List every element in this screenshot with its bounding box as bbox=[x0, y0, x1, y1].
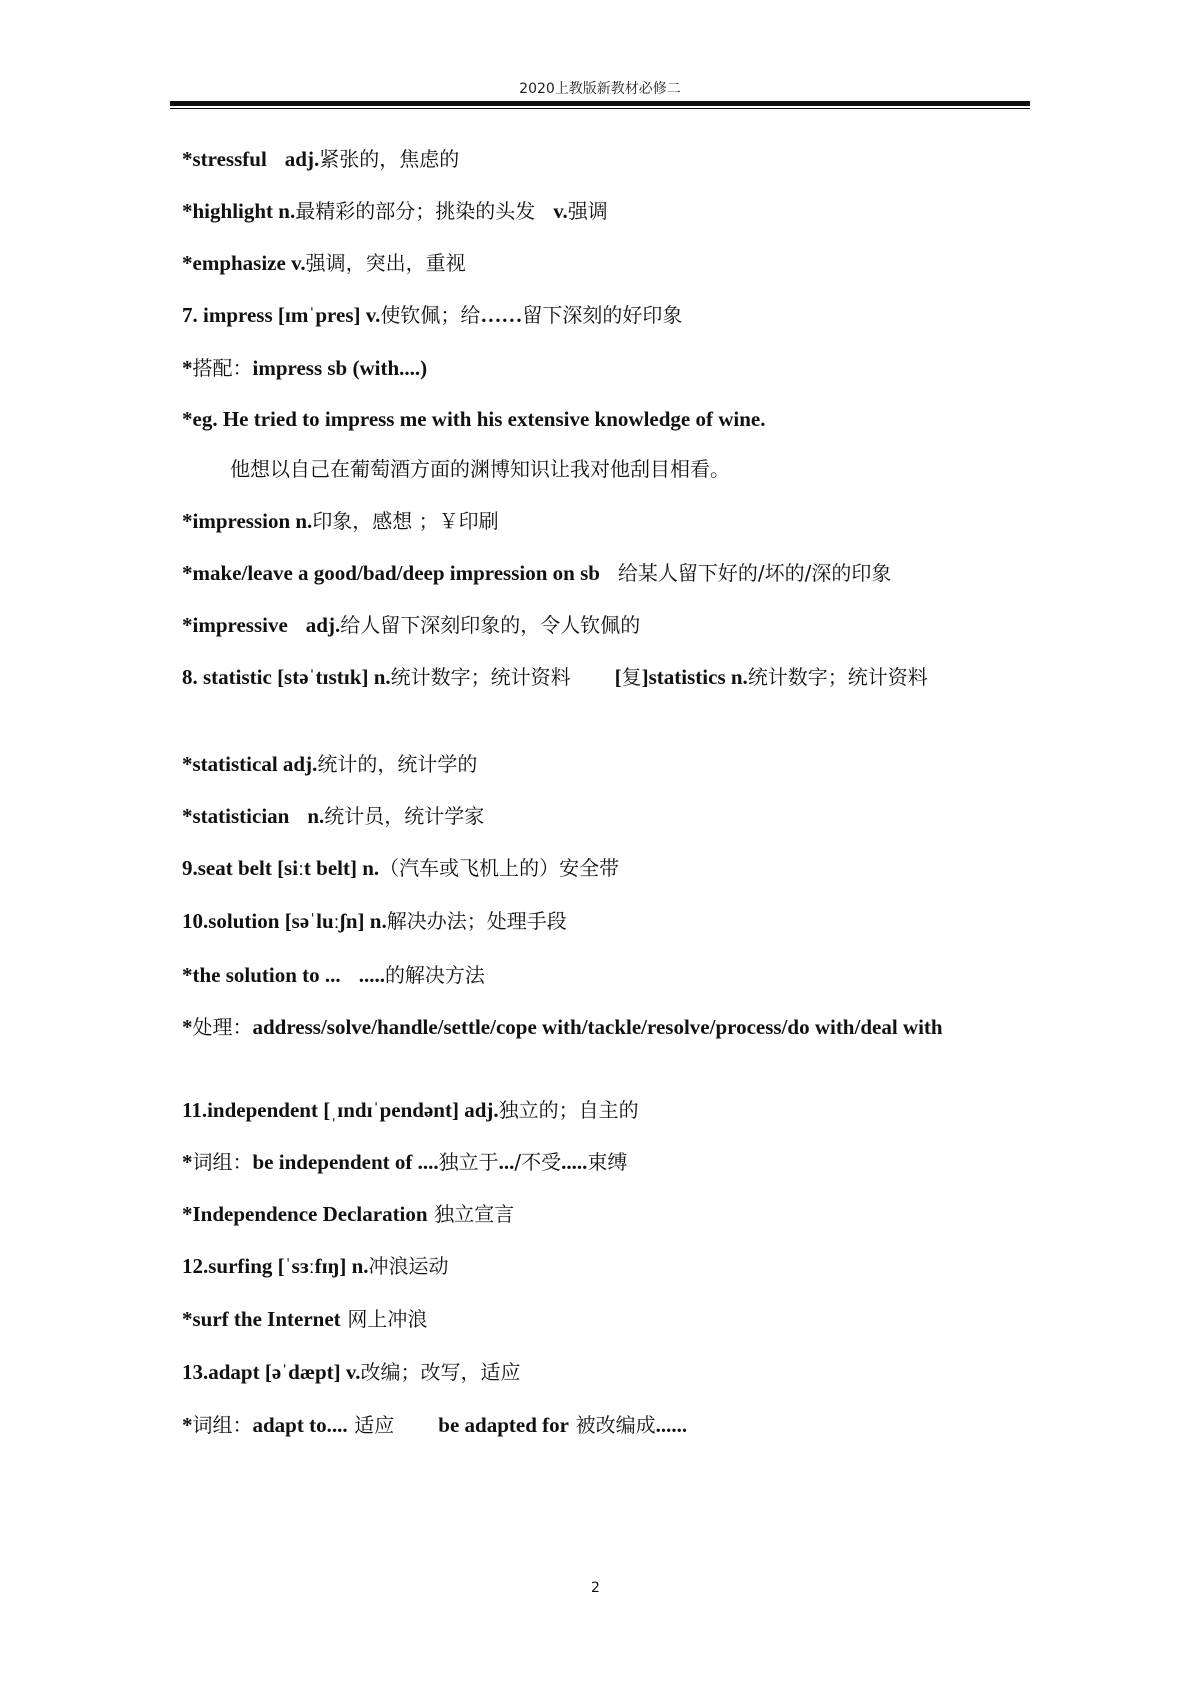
meaning: 留下深刻的好印象 bbox=[522, 303, 683, 327]
entry-surfing bbox=[182, 1248, 1017, 1284]
meaning: 使钦佩；给 bbox=[380, 303, 481, 327]
label: 词组： bbox=[192, 1150, 253, 1174]
label: 搭配： bbox=[192, 356, 253, 380]
entry-handle-synonyms bbox=[182, 1009, 1017, 1045]
entry-emphasize bbox=[182, 245, 1017, 281]
entry-adapt bbox=[182, 1354, 1017, 1390]
entry-collocation bbox=[182, 350, 1017, 386]
meaning: 冲浪运动 bbox=[368, 1254, 449, 1278]
meaning: 的解决方法 bbox=[384, 963, 485, 987]
header-rule-thin bbox=[170, 108, 1030, 109]
plural-label: 复 bbox=[621, 665, 642, 689]
meaning: （汽车或飞机上的）安全带 bbox=[379, 856, 620, 880]
phrase: be adapted for bbox=[438, 1413, 569, 1437]
pos: v. bbox=[553, 199, 568, 223]
ellipsis: ..... bbox=[358, 963, 385, 987]
synonym-list: address/solve/handle/settle/cope with/tackle/resolve/process/do with/deal with bbox=[252, 1015, 943, 1039]
pos: adj. bbox=[305, 613, 341, 637]
ellipsis: …… bbox=[480, 303, 523, 327]
pos: n. bbox=[307, 804, 325, 828]
term: 12.surfing [ˈsɜːfɪŋ] n. bbox=[182, 1254, 369, 1278]
header-rule-thick bbox=[170, 101, 1030, 106]
term: 8. statistic [stəˈtɪstɪk] n. bbox=[182, 665, 391, 689]
term: 7. impress [ɪmˈpres] v. bbox=[182, 303, 381, 327]
term: *impressive bbox=[182, 613, 288, 637]
meaning: 被改编成 bbox=[575, 1413, 656, 1437]
meaning: 强调，突出，重视 bbox=[305, 251, 466, 275]
meaning: 网上冲浪 bbox=[347, 1307, 428, 1331]
meaning: 独立于 bbox=[438, 1150, 499, 1174]
term: *stressful bbox=[182, 147, 267, 171]
translation: 他想以自己在葡萄酒方面的渊博知识让我对他刮目相看。 bbox=[230, 457, 730, 481]
phrase: *the solution to ... bbox=[182, 963, 341, 987]
meaning: 改编；改写，适应 bbox=[360, 1360, 521, 1384]
ellipsis: ..... bbox=[561, 1150, 588, 1174]
meaning: 统计的，统计学的 bbox=[317, 752, 478, 776]
meaning: 统计员，统计学家 bbox=[324, 804, 485, 828]
page-number: 2 bbox=[591, 1580, 600, 1596]
entry-highlight bbox=[182, 193, 1017, 229]
meaning: 束缚 bbox=[587, 1150, 628, 1174]
entry-seat-belt bbox=[182, 850, 1017, 886]
phrase: be independent of .... bbox=[252, 1150, 439, 1174]
bullet: * bbox=[182, 356, 193, 380]
entry-adapt-phrases bbox=[182, 1407, 1017, 1443]
entry-independence-declaration bbox=[182, 1196, 1017, 1232]
meaning: 统计数字；统计资料 bbox=[747, 665, 928, 689]
entry-impress bbox=[182, 297, 1017, 333]
page-header: 2020上教版新教材必修二 bbox=[519, 81, 681, 97]
term-plural: ]statistics n. bbox=[641, 665, 748, 689]
meaning: 给某人留下好的/坏的/深的印象 bbox=[617, 561, 892, 585]
entry-stressful bbox=[182, 141, 1017, 177]
bracket: [ bbox=[614, 665, 622, 689]
entry-independent bbox=[182, 1092, 1017, 1128]
entry-statistic bbox=[182, 659, 1017, 695]
example-sentence: *eg. He tried to impress me with his extensive knowledge of wine. bbox=[182, 407, 766, 431]
meaning: 统计数字；统计资料 bbox=[390, 665, 571, 689]
term: *statistician bbox=[182, 804, 290, 828]
meaning: 印象，感想 ；￥印刷 bbox=[312, 509, 499, 533]
term: 11.independent [ˌɪndɪˈpendənt] adj. bbox=[182, 1098, 499, 1122]
meaning: 解决办法；处理手段 bbox=[386, 909, 567, 933]
term: 10.solution [səˈluːʃn] n. bbox=[182, 909, 387, 933]
term: 9.seat belt [siːt belt] n. bbox=[182, 856, 380, 880]
phrase: *Independence Declaration bbox=[182, 1202, 428, 1226]
entry-independent-of bbox=[182, 1144, 1017, 1180]
meaning: 最精彩的部分；挑染的头发 bbox=[295, 199, 536, 223]
entry-surf-internet bbox=[182, 1301, 1017, 1337]
entry-example bbox=[182, 401, 1017, 437]
bullet: * bbox=[182, 1413, 193, 1437]
ellipsis: ... bbox=[498, 1150, 515, 1174]
bullet: * bbox=[182, 1015, 193, 1039]
entry-solution-to bbox=[182, 957, 1017, 993]
phrase: impress sb (with....) bbox=[252, 356, 428, 380]
term: *statistical adj. bbox=[182, 752, 318, 776]
entry-make-impression bbox=[182, 555, 1017, 591]
label: 词组： bbox=[192, 1413, 253, 1437]
phrase: adapt to.... bbox=[252, 1413, 348, 1437]
label: 处理： bbox=[192, 1015, 253, 1039]
ellipsis: ...... bbox=[655, 1413, 688, 1437]
term: *impression n. bbox=[182, 509, 313, 533]
entry-solution bbox=[182, 903, 1017, 939]
pos: adj. bbox=[284, 147, 320, 171]
term: *highlight n. bbox=[182, 199, 296, 223]
term: 13.adapt [əˈdæpt] v. bbox=[182, 1360, 361, 1384]
phrase: *make/leave a good/bad/deep impression on sb bbox=[182, 561, 600, 585]
meaning: 紧张的，焦虑的 bbox=[319, 147, 460, 171]
entry-statistical bbox=[182, 746, 1017, 782]
entry-impressive bbox=[182, 607, 1017, 643]
entry-impression bbox=[182, 503, 1017, 539]
term: *emphasize v. bbox=[182, 251, 306, 275]
meaning: 独立的；自主的 bbox=[498, 1098, 639, 1122]
meaning: 独立宣言 bbox=[434, 1202, 515, 1226]
meaning: 强调 bbox=[567, 199, 608, 223]
meaning: 适应 bbox=[354, 1413, 395, 1437]
entry-statistician bbox=[182, 798, 1017, 834]
bullet: * bbox=[182, 1150, 193, 1174]
meaning: /不受 bbox=[514, 1150, 562, 1174]
phrase: *surf the Internet bbox=[182, 1307, 341, 1331]
entry-example-translation bbox=[230, 451, 1065, 487]
meaning: 给人留下深刻印象的，令人钦佩的 bbox=[340, 613, 641, 637]
